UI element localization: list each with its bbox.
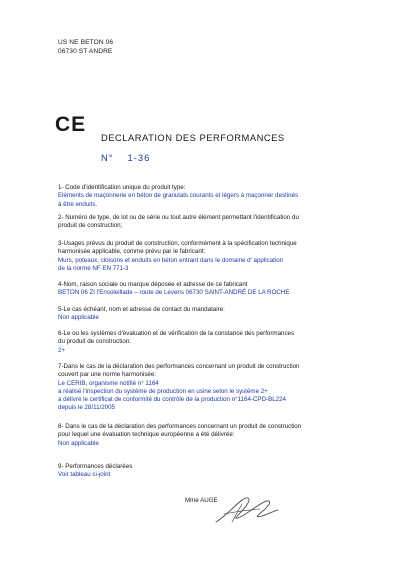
section-6	[58, 330, 358, 355]
document-number	[101, 152, 164, 163]
section-2-question-line: produit de construction;	[58, 222, 123, 230]
section-7-question-line: 7-Dans le cas de la déclaration des performances concernant un produit de construction	[58, 363, 300, 370]
section-5-answer: Non applicable	[58, 314, 99, 322]
section-3-question-line: 3-Usages prévus du produit de construction, conformément à la spécification technique	[58, 240, 297, 247]
section-9-answer: Voir tableau ci-joint	[58, 471, 111, 479]
section-7	[58, 363, 358, 413]
handwritten-signature	[212, 492, 282, 528]
section-8-answer: Non applicable	[58, 439, 99, 447]
company-line-1: US NE BETON 06	[58, 39, 114, 46]
section-1-question: 1- Code d'identification unique du produit type:	[58, 184, 186, 191]
section-3-question-line: harmonisée applicable, comme prévu par le fabricant:	[58, 248, 206, 256]
ce-mark: CE	[55, 113, 87, 136]
section-8-question-line: 8- Dans le cas de la déclaration des performances concernant un produit de construction	[58, 423, 302, 430]
section-1-answer-line: à être enduits.	[58, 200, 98, 208]
section-9-question: 9- Performances déclarées	[58, 463, 133, 470]
section-4-question: 4-Nom, raison sociale ou marque déposée et adresse de ce fabricant	[58, 281, 248, 288]
section-9	[58, 463, 358, 480]
section-1	[58, 184, 358, 209]
number-value: 1-36	[127, 152, 151, 163]
section-6-question-line: du produit de construction:	[58, 338, 131, 346]
section-7-date: depuis le 28/11/2005	[58, 404, 115, 412]
section-7-question-line: couvert par une norme harmonisée:	[58, 371, 157, 379]
section-2-question-line: 2- Numéro de type, de lot ou de série ou tout autre élément permettant l'identification du	[58, 214, 299, 221]
company-line-2: 06730 ST ANDRE	[58, 48, 113, 55]
section-1-answer-line: Eléments de maçonnerie en béton de granulats courants et légers à maçonner destinés	[58, 192, 299, 200]
section-5-question: 5-Le cas échéant, nom et adresse de contact du mandataire:	[58, 306, 225, 313]
section-2	[58, 214, 358, 231]
section-6-answer: 2+	[58, 346, 66, 354]
section-7-certificate: a délivré le certificat de conformité du contrôle de la production n°1164-CPD-BL224	[58, 396, 286, 404]
section-6-question-line: 6-Le ou les systèmes d'évaluation et de vérification de la constance des performances	[58, 330, 295, 337]
section-8	[58, 423, 358, 448]
section-7-notified-body: Le CERIB, organisme notifié n° 1164	[58, 379, 159, 387]
number-prefix: N°	[101, 152, 114, 163]
document-title: DECLARATION DES PERFORMANCES	[101, 132, 285, 143]
section-8-question-line: pour lequel une évaluation technique européenne a été délivrée:	[58, 431, 235, 439]
section-3	[58, 240, 358, 273]
section-5	[58, 306, 358, 323]
section-3-answer-line: de la norme NF EN 771-3	[58, 264, 129, 272]
section-4-answer: BETON 06 ZI l'Ensoleillade – route de Levens 06730 SAINT-ANDRÉ DE LA ROCHE	[58, 289, 290, 297]
signer-name: Mme AUGE	[185, 497, 218, 504]
section-7-inspection: a réalisé l'inspection du système de production en usine selon le système 2+	[58, 387, 268, 395]
section-3-answer-line: Murs, poteaux, cloisons et enduits en béton entrant dans le domaine d' application	[58, 256, 284, 264]
section-4	[58, 281, 358, 298]
company-address	[58, 38, 113, 56]
